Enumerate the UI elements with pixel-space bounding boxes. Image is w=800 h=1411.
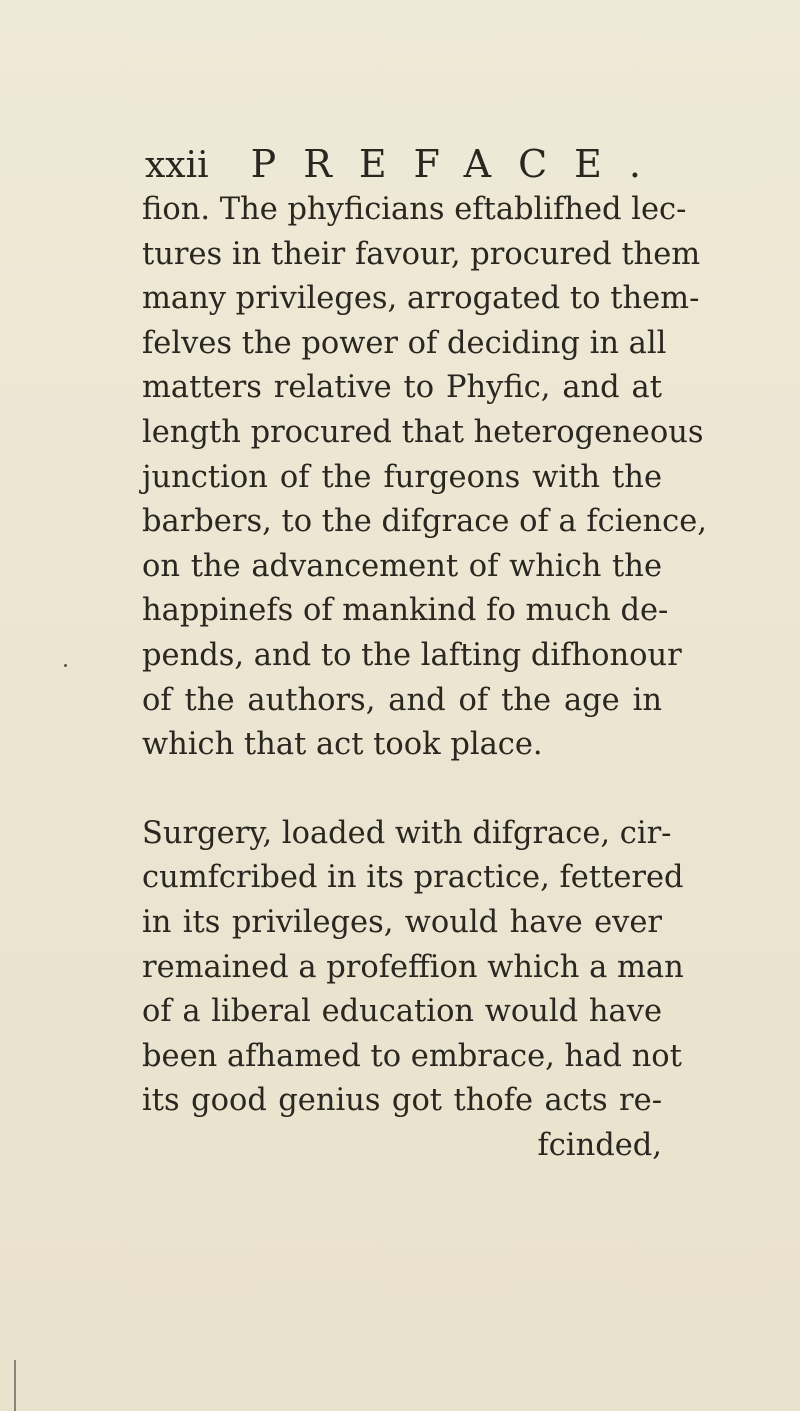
text-line: of a liberal education would have	[142, 994, 662, 1030]
text-line: fcinded,	[537, 1127, 662, 1163]
running-header	[145, 142, 668, 190]
body-text	[142, 188, 707, 1168]
text-line: tures in their favour, procured them	[142, 236, 701, 272]
text-line: felves the power of deciding in all	[142, 325, 667, 361]
text-line: of the authors, and of the age in	[142, 682, 662, 718]
running-title: PREFACE.	[250, 142, 668, 186]
paragraph-spacer	[142, 768, 662, 812]
text-line: cumfcribed in its practice, fettered	[142, 860, 684, 896]
paragraph-2	[142, 812, 684, 1169]
text-line: Surgery, loaded with difgrace, cir-	[142, 815, 672, 851]
text-line: remained a profeffion which a man	[142, 949, 684, 985]
text-line: on the advancement of which the	[142, 548, 662, 584]
margin-rule	[14, 1360, 16, 1411]
text-line: barbers, to the difgrace of a fcience,	[142, 504, 707, 540]
text-line: which that act took place.	[142, 727, 543, 763]
text-line: matters relative to Phyfic, and at	[142, 370, 662, 406]
text-line: happinefs of mankind fo much de-	[142, 593, 669, 629]
margin-speck	[64, 664, 67, 667]
text-line: many privileges, arrogated to them-	[142, 281, 700, 317]
text-line: fion. The phyficians eftablifhed lec-	[142, 192, 687, 227]
page-number: xxii	[145, 145, 209, 186]
text-line: been afhamed to embrace, had not	[142, 1038, 682, 1074]
paragraph-1	[142, 188, 707, 768]
text-line: pends, and to the lafting difhonour	[142, 637, 682, 673]
text-line: in its privileges, would have ever	[142, 904, 662, 940]
text-line: length procured that heterogeneous	[142, 414, 704, 450]
text-line: its good genius got thofe acts re-	[142, 1083, 662, 1119]
text-line: junction of the furgeons with the	[142, 459, 662, 495]
